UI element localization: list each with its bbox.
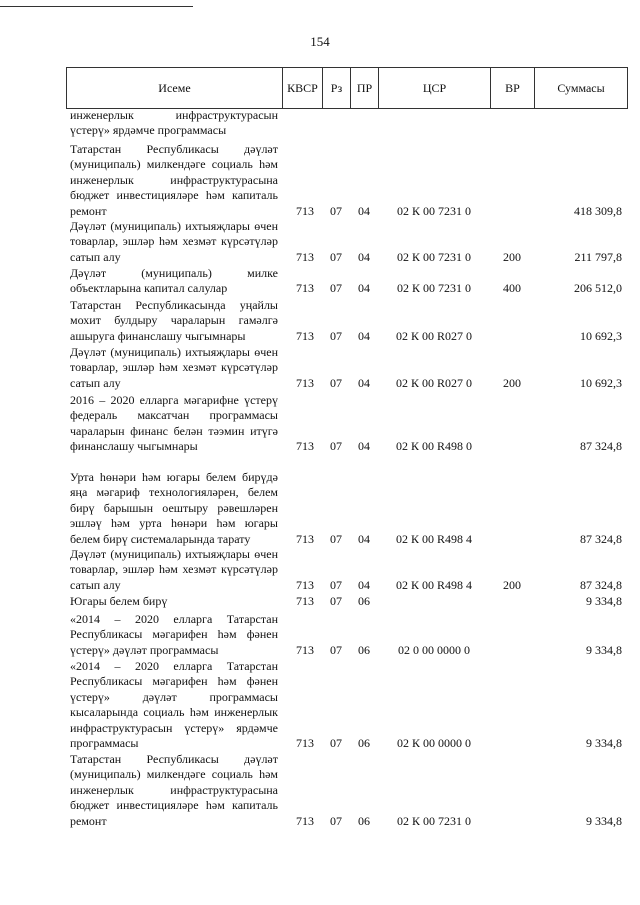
row-sum: 10 692,3	[580, 328, 622, 343]
row-sum: 9 334,8	[586, 594, 622, 608]
row-kvsr: 713	[296, 281, 314, 296]
table-row	[66, 659, 626, 751]
row-csr: 02 К 00 7231 0	[396, 813, 471, 828]
row-rz: 07	[330, 531, 342, 546]
row-pr: 04	[358, 249, 370, 264]
row-rz: 07	[330, 439, 342, 454]
row-sum: 206 512,0	[574, 281, 622, 296]
row-kvsr: 713	[296, 375, 314, 390]
table-row	[66, 298, 626, 344]
row-sum: 87 324,8	[580, 531, 622, 546]
row-kvsr: 713	[296, 439, 314, 454]
table-row	[66, 266, 626, 297]
row-name: Татарстан Республикасы дәүләт (муниципаль) милкендәге социаль һәм инженерлык инфраструктурасына бюджет инвестицияләре һәм капиталь ремонт	[70, 142, 278, 218]
row-pr: 06	[358, 642, 370, 657]
row-kvsr: 713	[296, 577, 314, 592]
row-pr: 04	[358, 328, 370, 343]
table-header	[66, 67, 628, 109]
table-row	[66, 470, 626, 547]
table-row	[66, 345, 626, 391]
row-pr: 04	[358, 577, 370, 592]
row-name: Дәүләт (муниципаль) ихтыяҗлары өчен товарлар, эшләр һәм хезмәт күрсәтүләр сатып алу	[70, 345, 278, 390]
page-number: 154	[310, 34, 330, 49]
row-pr: 04	[358, 439, 370, 454]
row-sum: 9 334,8	[586, 642, 622, 657]
row-name: Дәүләт (муниципаль) ихтыяҗлары өчен товарлар, эшләр һәм хезмәт күрсәтүләр сатып алу	[70, 219, 278, 264]
header-kvsr: КВСР	[283, 68, 323, 108]
row-vr: 400	[503, 281, 521, 296]
row-sum: 418 309,8	[574, 203, 622, 218]
row-vr: 200	[503, 249, 521, 264]
table-row	[66, 108, 626, 139]
table-row	[66, 612, 626, 658]
row-rz: 07	[330, 594, 342, 608]
header-sum: Суммасы	[557, 80, 605, 95]
table-row	[66, 594, 626, 609]
row-pr: 06	[358, 813, 370, 828]
row-rz: 07	[330, 328, 342, 343]
row-rz: 07	[330, 203, 342, 218]
row-sum: 10 692,3	[580, 375, 622, 390]
row-vr: 200	[503, 577, 521, 592]
row-rz: 07	[330, 736, 342, 751]
row-csr: 02 К 00 R498 4	[395, 577, 472, 592]
row-vr: 200	[503, 375, 521, 390]
row-kvsr: 713	[296, 203, 314, 218]
row-name: Урта һөнәри һәм югары белем бирүдә яңа мәгариф технологияләрен, белем бирү барышын оештыру рәвешләрен эшләү һәм урта һөнәри һәм югары белем бирү системаларында тарату	[70, 470, 278, 546]
table-row	[66, 752, 626, 829]
row-pr: 04	[358, 531, 370, 546]
row-pr: 04	[358, 281, 370, 296]
row-csr: 02 К 00 R027 0	[395, 328, 472, 343]
row-sum: 87 324,8	[580, 577, 622, 592]
table-row	[66, 547, 626, 593]
row-csr: 02 К 00 0000 0	[396, 736, 471, 751]
header-pr: ПР	[351, 68, 379, 108]
row-pr: 04	[358, 203, 370, 218]
row-sum: 9 334,8	[586, 813, 622, 828]
header-vr: ВР	[491, 68, 535, 108]
row-name: Югары белем бирү	[70, 594, 168, 608]
row-rz: 07	[330, 249, 342, 264]
row-rz: 07	[330, 577, 342, 592]
header-name: Исеме	[67, 68, 283, 108]
row-name: Дәүләт (муниципаль) ихтыяҗлары өчен товарлар, эшләр һәм хезмәт күрсәтүләр сатып алу	[70, 547, 278, 592]
row-csr: 02 К 00 R027 0	[395, 375, 472, 390]
row-pr: 04	[358, 375, 370, 390]
row-csr: 02 К 00 R498 4	[395, 531, 472, 546]
row-name: инженерлык инфраструктурасын үстерү» ярдәмче программасы	[70, 108, 278, 138]
row-csr: 02 К 00 R498 0	[395, 439, 472, 454]
row-name: Татарстан Республикасында уңайлы мохит булдыру чараларын гамәлгә ашыруга финанслашу чыгымнары	[70, 298, 278, 343]
row-pr: 06	[358, 594, 370, 608]
row-rz: 07	[330, 281, 342, 296]
header-csr: ЦСР	[379, 68, 491, 108]
row-sum: 211 797,8	[574, 249, 622, 264]
row-csr: 02 К 00 7231 0	[396, 203, 471, 218]
row-sum: 9 334,8	[586, 736, 622, 751]
row-name: Дәүләт (муниципаль) милке объектларына капитал салулар	[70, 266, 278, 296]
row-name: Татарстан Республикасы дәүләт (муниципаль) милкендәге социаль һәм инженерлык инфраструктурасына бюджет инвестицияләре һәм капиталь ремонт	[70, 752, 278, 828]
row-kvsr: 713	[296, 736, 314, 751]
row-rz: 07	[330, 375, 342, 390]
row-kvsr: 713	[296, 249, 314, 264]
row-csr: 02 К 00 7231 0	[396, 249, 471, 264]
row-name: «2014 – 2020 елларга Татарстан Республикасы мәгарифен һәм фәнен үстерү» дәүләт программасы	[70, 612, 278, 657]
table-row	[66, 219, 626, 265]
row-kvsr: 713	[296, 328, 314, 343]
top-rule	[0, 6, 193, 7]
row-kvsr: 713	[296, 594, 314, 608]
row-csr: 02 К 00 7231 0	[396, 281, 471, 296]
row-kvsr: 713	[296, 813, 314, 828]
row-csr: 02 0 00 0000 0	[398, 642, 470, 657]
header-rz: Рз	[323, 68, 351, 108]
row-pr: 06	[358, 736, 370, 751]
row-rz: 07	[330, 642, 342, 657]
row-kvsr: 713	[296, 642, 314, 657]
table-row	[66, 142, 626, 219]
row-rz: 07	[330, 813, 342, 828]
row-name: 2016 – 2020 елларга мәгарифне үстерү федераль максатчан программасы чараларын финанс белән тәэмин итүгә финанслашу чыгымнары	[70, 393, 278, 454]
row-kvsr: 713	[296, 531, 314, 546]
table-row	[66, 393, 626, 455]
row-sum: 87 324,8	[580, 439, 622, 454]
row-name: «2014 – 2020 елларга Татарстан Республикасы мәгарифен һәм фәнен үстерү» дәүләт программасы кысаларында социаль һәм инженерлык инфраструктурасын үстерү» ярдәмче программасы	[70, 659, 278, 751]
